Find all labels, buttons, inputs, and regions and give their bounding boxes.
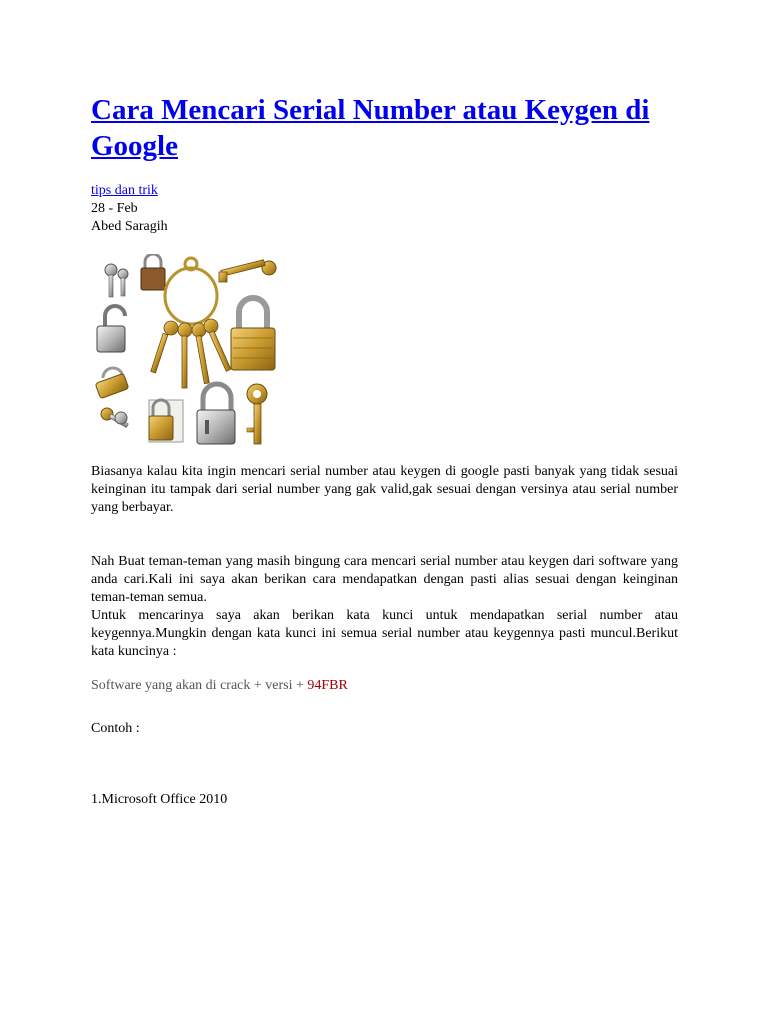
keyword-paragraph: Untuk mencarinya saya akan berikan kata kunci untuk mendapatkan serial number atau keygennya.Mungkin dengan kata kunci ini semua serial number atau keygennya pasti muncul.Berikut kata kuncinya : [91, 608, 678, 659]
padlock-icon [97, 306, 125, 352]
key-icon [105, 264, 128, 297]
post-date: 28 - Feb [91, 201, 138, 216]
padlock-icon [141, 254, 165, 290]
article-meta [91, 182, 168, 236]
key-icon [219, 260, 276, 282]
intro-paragraph: Biasanya kalau kita ingin mencari serial number atau keygen di google pasti banyak yang tidak sesuai keinginan itu tampak dari serial number yang gak valid,gak sesuai dengan versinya atau serial number yang berbayar. [91, 464, 678, 515]
padlock-icon [149, 400, 183, 442]
search-formula [91, 677, 348, 695]
post-author: Abed Saragih [91, 219, 168, 234]
example-label: Contoh : [91, 721, 140, 736]
formula-code: 94FBR [307, 678, 348, 693]
key-icon [247, 384, 267, 444]
example-item: 1.Microsoft Office 2010 [91, 792, 228, 807]
padlock-icon [231, 298, 275, 370]
padlock-icon [197, 384, 235, 444]
article-title-link[interactable]: Cara Mencari Serial Number atau Keygen di Google [91, 94, 650, 162]
padlock-icon [95, 368, 129, 399]
keys-and-locks-illustration [93, 254, 281, 448]
explanation-paragraph: Nah Buat teman-teman yang masih bingung cara mencari serial number atau keygen dari software yang anda cari.Kali ini saya akan berikan cara mendapatkan dengan pasti alias sesuai dengan keinginan teman-teman semua. [91, 554, 678, 605]
formula-prefix: Software yang akan di crack + versi + [91, 678, 308, 693]
key-icon [101, 408, 128, 427]
category-link[interactable]: tips dan trik [91, 183, 158, 198]
